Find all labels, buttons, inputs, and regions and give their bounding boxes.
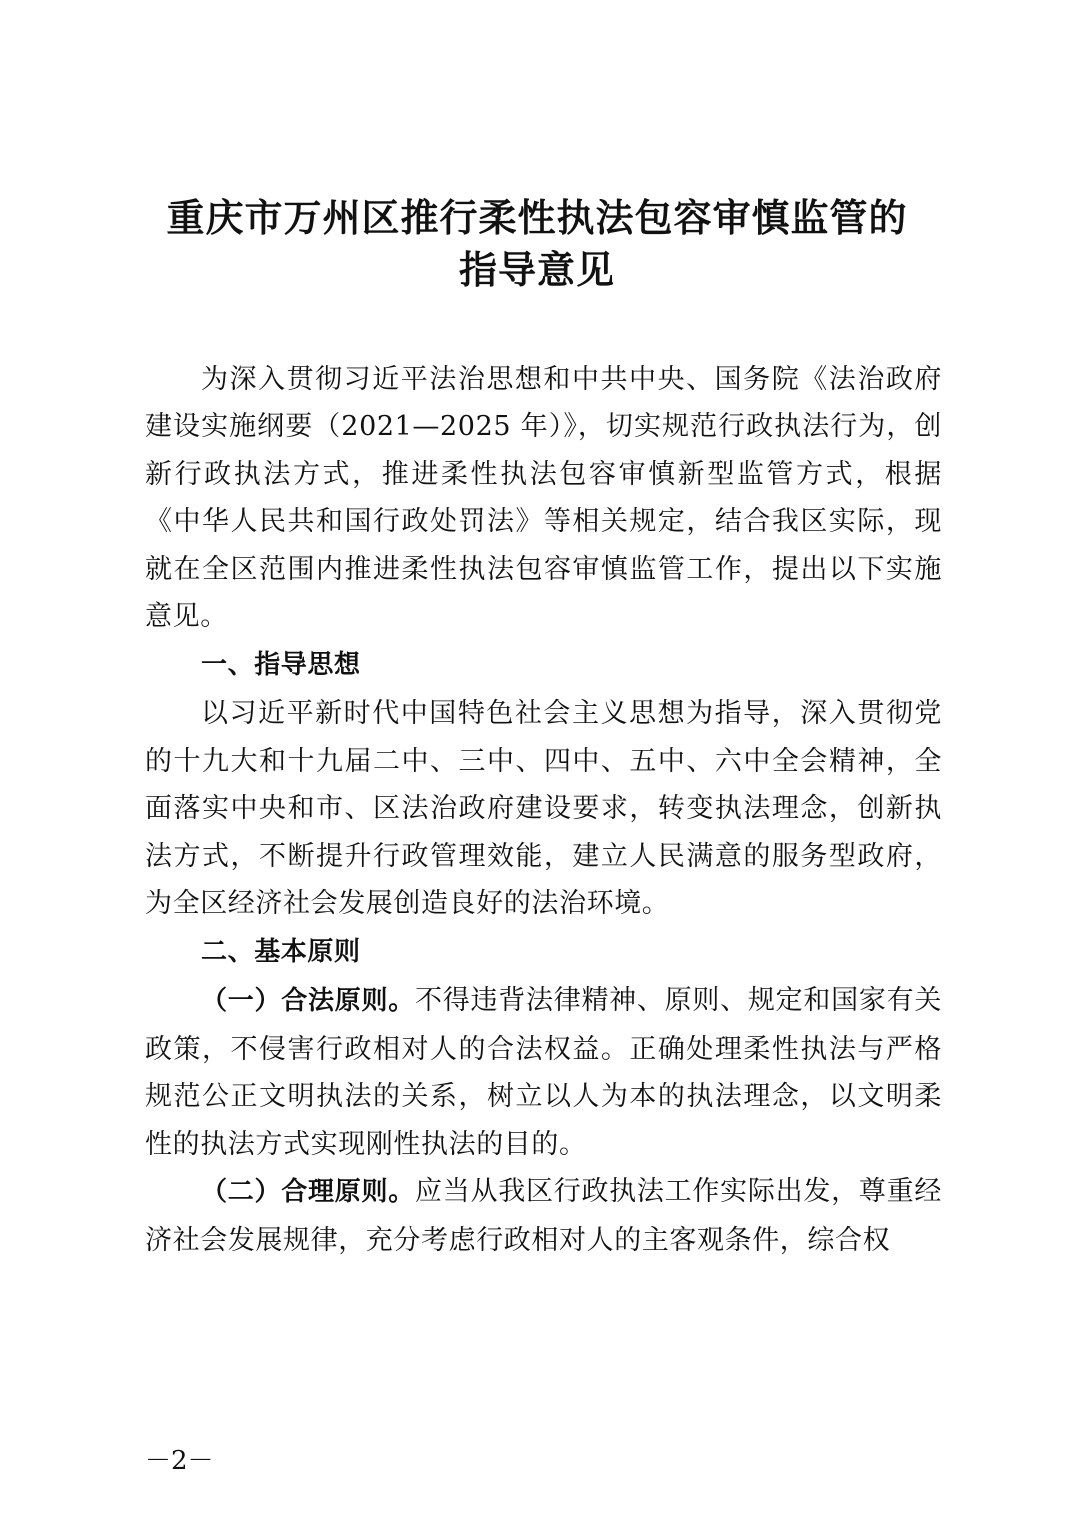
intro-paragraph: 为深入贯彻习近平法治思想和中共中央、国务院《法治政府建设实施纲要（2021—2025 年）》，切实规范行政执法行为，创新行政执法方式，推进柔性执法包容审慎新型监管方式，根据《中华人民共和国行政处罚法》等相关规定，结合我区实际，现就在全区范围内推进柔性执法包容审慎监管工作，提出以下实施意见。 <box>145 364 942 633</box>
principle-legality-paragraph <box>145 977 942 1168</box>
section-heading-guiding-ideology: 一、指导思想 <box>201 650 361 681</box>
guiding-ideology-paragraph: 以习近平新时代中国特色社会主义思想为指导，深入贯彻党的十九大和十九届二中、三中、四中、五中、六中全会精神，全面落实中央和市、区法治政府建设要求，转变执法理念，创新执法方式，不断提升行政管理效能，建立人民满意的服务型政府，为全区经济社会发展创造良好的法治环境。 <box>145 698 942 920</box>
principle-reasonableness-paragraph <box>145 1168 942 1264</box>
principle-legality-text: 不得违背法律精神、原则、规定和国家有关政策，不侵害行政相对人的合法权益。正确处理柔性执法与严格规范公正文明执法的关系，树立以人为本的执法理念，以文明柔性的执法方式实现刚性执法的目的。 <box>145 985 942 1160</box>
section-heading-basic-principles: 二、基本原则 <box>201 937 361 968</box>
document-body <box>145 356 942 1264</box>
principle-reasonableness-text: 应当从我区行政执法工作实际出发，尊重经济社会发展规律，充分考虑行政相对人的主客观条件，综合权 <box>145 1176 942 1256</box>
principle-reasonableness-lead: （二）合理原则。 <box>201 1177 415 1208</box>
document-title-line-2: 指导意见 <box>458 248 615 292</box>
document-title-line-1: 重庆市万州区推行柔性执法包容审慎监管的 <box>166 196 908 240</box>
principle-legality-lead: （一）合法原则。 <box>201 986 415 1017</box>
page-number: －2－ <box>145 1446 214 1476</box>
